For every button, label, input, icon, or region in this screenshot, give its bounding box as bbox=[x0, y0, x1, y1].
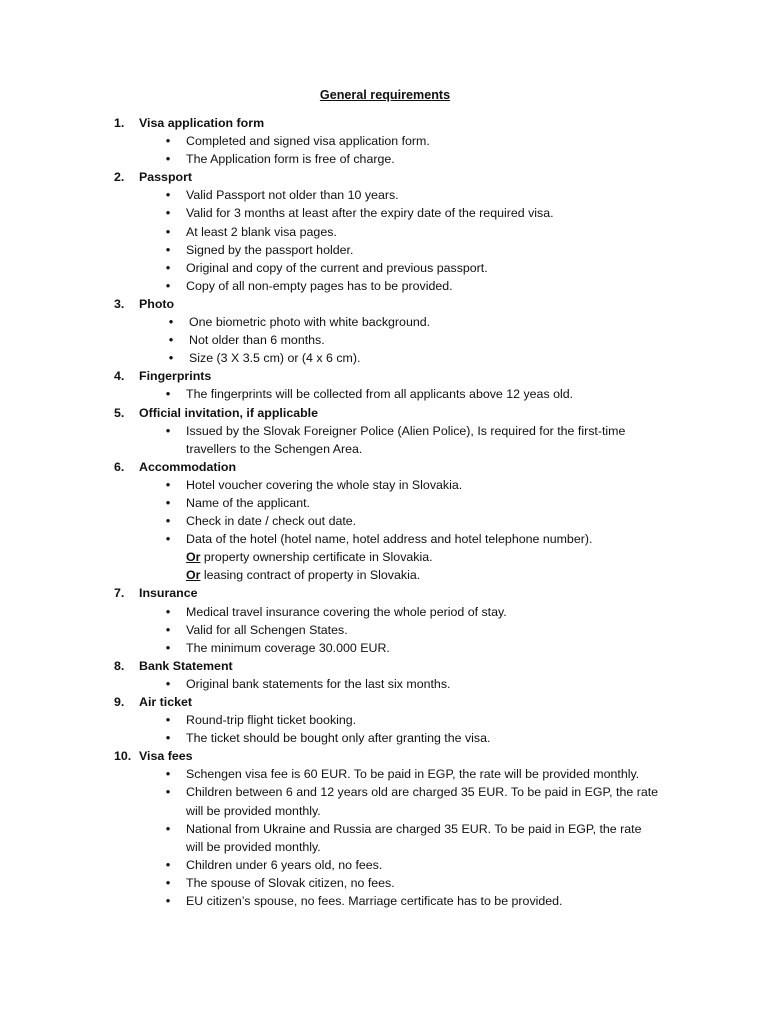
section-number: 4. bbox=[114, 369, 125, 384]
or-label: Or bbox=[186, 568, 201, 583]
item-text: Data of the hotel (hotel name, hotel address and hotel telephone number). bbox=[186, 532, 593, 547]
item-text: Copy of all non-empty pages has to be provided. bbox=[186, 278, 453, 293]
section-number: 6. bbox=[114, 459, 125, 474]
bullet-icon: • bbox=[165, 133, 171, 149]
section-number: 7. bbox=[114, 586, 125, 601]
bullet-icon: • bbox=[165, 259, 171, 275]
bullet-icon: • bbox=[165, 893, 171, 909]
list-item bbox=[0, 494, 770, 512]
item-text: One biometric photo with white background. bbox=[189, 315, 431, 330]
list-item bbox=[0, 675, 770, 693]
item-text: Completed and signed visa application form. bbox=[186, 134, 430, 149]
section-heading bbox=[0, 657, 770, 675]
bullet-icon: • bbox=[165, 476, 171, 492]
bullet-list bbox=[0, 422, 770, 458]
list-item bbox=[0, 204, 770, 222]
list-item bbox=[0, 186, 770, 204]
bullet-list bbox=[0, 765, 770, 910]
requirement-section bbox=[0, 584, 770, 656]
section-heading bbox=[0, 458, 770, 476]
bullet-icon: • bbox=[165, 241, 171, 257]
alternative-text: property ownership certificate in Slovakia. bbox=[200, 550, 433, 565]
page-title: General requirements bbox=[319, 88, 451, 102]
item-text: Issued by the Slovak Foreigner Police (Alien Police), Is required for the first-time bbox=[186, 423, 626, 438]
item-text: Hotel voucher covering the whole stay in Slovakia. bbox=[186, 477, 463, 492]
section-heading bbox=[0, 114, 770, 132]
item-text: Children under 6 years old, no fees. bbox=[186, 857, 383, 872]
list-item bbox=[0, 223, 770, 241]
section-title: Air ticket bbox=[139, 695, 193, 709]
bullet-icon: • bbox=[165, 277, 171, 293]
item-text: Valid for all Schengen States. bbox=[186, 622, 348, 637]
list-item bbox=[0, 476, 770, 494]
section-title: Visa application form bbox=[139, 116, 265, 130]
list-item bbox=[0, 277, 770, 295]
item-text: Round-trip flight ticket booking. bbox=[186, 713, 357, 728]
item-text: Original bank statements for the last six months. bbox=[186, 676, 451, 691]
bullet-icon: • bbox=[165, 874, 171, 890]
list-item bbox=[0, 512, 770, 530]
item-text: At least 2 blank visa pages. bbox=[186, 224, 337, 239]
bullet-icon: • bbox=[165, 784, 171, 800]
section-heading bbox=[0, 295, 770, 313]
section-title: Accommodation bbox=[139, 459, 237, 474]
list-item bbox=[0, 150, 770, 168]
item-text: The spouse of Slovak citizen, no fees. bbox=[186, 875, 395, 890]
list-item bbox=[0, 820, 770, 856]
bullet-icon: • bbox=[165, 856, 171, 872]
bullet-icon: • bbox=[165, 531, 171, 547]
list-item bbox=[0, 132, 770, 150]
section-number: 9. bbox=[114, 695, 125, 709]
list-item bbox=[0, 385, 770, 403]
requirement-section bbox=[0, 295, 770, 367]
requirement-section bbox=[0, 458, 770, 585]
section-number: 5. bbox=[114, 405, 125, 420]
section-number: 2. bbox=[114, 170, 125, 185]
item-text: will be provided monthly. bbox=[186, 803, 321, 818]
section-heading bbox=[0, 168, 770, 186]
bullet-icon: • bbox=[165, 603, 171, 619]
list-item bbox=[0, 892, 770, 910]
bullet-icon: • bbox=[165, 513, 171, 529]
section-number: 3. bbox=[114, 296, 125, 311]
list-item bbox=[0, 711, 770, 729]
section-number: 1. bbox=[114, 116, 125, 130]
bullet-icon: • bbox=[168, 314, 174, 330]
item-text: will be provided monthly. bbox=[186, 839, 321, 854]
section-heading bbox=[0, 404, 770, 422]
item-text: Original and copy of the current and previous passport. bbox=[186, 260, 488, 275]
list-item bbox=[0, 313, 770, 331]
bullet-icon: • bbox=[165, 205, 171, 221]
item-text: travellers to the Schengen Area. bbox=[186, 441, 363, 456]
item-text: Children between 6 and 12 years old are charged 35 EUR. To be paid in EGP, the rate bbox=[186, 785, 659, 800]
bullet-icon: • bbox=[165, 730, 171, 746]
list-item bbox=[0, 603, 770, 621]
item-text: Check in date / check out date. bbox=[186, 514, 357, 529]
bullet-list bbox=[0, 313, 770, 367]
alternative-line bbox=[186, 566, 690, 584]
bullet-icon: • bbox=[165, 386, 171, 402]
section-title: Passport bbox=[139, 170, 193, 185]
list-item bbox=[0, 530, 770, 584]
list-item bbox=[0, 639, 770, 657]
section-heading bbox=[0, 693, 770, 711]
section-title: Bank Statement bbox=[139, 658, 233, 673]
bullet-list bbox=[0, 675, 770, 693]
bullet-icon: • bbox=[165, 820, 171, 836]
section-title: Visa fees bbox=[139, 749, 193, 764]
bullet-icon: • bbox=[168, 350, 174, 366]
item-text: Medical travel insurance covering the whole period of stay. bbox=[186, 604, 507, 619]
list-item bbox=[0, 729, 770, 747]
bullet-icon: • bbox=[165, 187, 171, 203]
requirement-section bbox=[0, 657, 770, 693]
section-heading bbox=[0, 747, 770, 765]
item-text: The fingerprints will be collected from all applicants above 12 yeas old. bbox=[186, 387, 574, 402]
requirement-section bbox=[0, 114, 770, 168]
list-item bbox=[0, 856, 770, 874]
list-item bbox=[0, 422, 770, 458]
bullet-list bbox=[0, 711, 770, 747]
item-text: The minimum coverage 30.000 EUR. bbox=[186, 640, 390, 655]
section-heading bbox=[0, 584, 770, 602]
requirements-list bbox=[0, 114, 770, 910]
list-item bbox=[0, 765, 770, 783]
item-text: Size (3 X 3.5 cm) or (4 x 6 cm). bbox=[189, 351, 361, 366]
bullet-icon: • bbox=[165, 151, 171, 167]
section-title: Fingerprints bbox=[139, 369, 212, 384]
list-item bbox=[0, 874, 770, 892]
bullet-icon: • bbox=[165, 223, 171, 239]
list-item bbox=[0, 349, 770, 367]
or-label: Or bbox=[186, 550, 201, 565]
section-title: Photo bbox=[139, 296, 175, 311]
section-title: Official invitation, if applicable bbox=[139, 405, 319, 420]
bullet-icon: • bbox=[165, 422, 171, 438]
item-text: EU citizen’s spouse, no fees. Marriage certificate has to be provided. bbox=[186, 894, 563, 909]
requirement-section bbox=[0, 404, 770, 458]
item-text: Signed by the passport holder. bbox=[186, 242, 354, 257]
bullet-icon: • bbox=[165, 494, 171, 510]
item-text: The Application form is free of charge. bbox=[186, 152, 395, 167]
list-item bbox=[0, 241, 770, 259]
bullet-icon: • bbox=[165, 621, 171, 637]
item-text: The ticket should be bought only after granting the visa. bbox=[186, 731, 491, 746]
requirement-section bbox=[0, 747, 770, 910]
list-item bbox=[0, 259, 770, 277]
alternative-text: leasing contract of property in Slovakia. bbox=[200, 568, 421, 583]
item-text: Name of the applicant. bbox=[186, 495, 310, 510]
bullet-list bbox=[0, 476, 770, 585]
bullet-icon: • bbox=[165, 675, 171, 691]
bullet-list bbox=[0, 186, 770, 295]
list-item bbox=[0, 331, 770, 349]
requirement-section bbox=[0, 693, 770, 747]
bullet-icon: • bbox=[165, 712, 171, 728]
requirement-section bbox=[0, 367, 770, 403]
alternative-line bbox=[186, 548, 690, 566]
section-title: Insurance bbox=[139, 586, 198, 601]
item-text: Not older than 6 months. bbox=[189, 333, 325, 348]
requirement-section bbox=[0, 168, 770, 295]
list-item bbox=[0, 783, 770, 819]
section-heading bbox=[0, 367, 770, 385]
item-text: Schengen visa fee is 60 EUR. To be paid in EGP, the rate will be provided monthly. bbox=[186, 767, 640, 782]
bullet-icon: • bbox=[165, 639, 171, 655]
bullet-list bbox=[0, 132, 770, 168]
section-number: 8. bbox=[114, 658, 125, 673]
section-number: 10. bbox=[114, 749, 132, 764]
bullet-list bbox=[0, 385, 770, 403]
item-text: National from Ukraine and Russia are charged 35 EUR. To be paid in EGP, the rate bbox=[186, 821, 642, 836]
bullet-icon: • bbox=[165, 766, 171, 782]
item-text: Valid for 3 months at least after the expiry date of the required visa. bbox=[186, 206, 554, 221]
bullet-list bbox=[0, 603, 770, 657]
item-text: Valid Passport not older than 10 years. bbox=[186, 188, 399, 203]
list-item bbox=[0, 621, 770, 639]
bullet-icon: • bbox=[168, 332, 174, 348]
